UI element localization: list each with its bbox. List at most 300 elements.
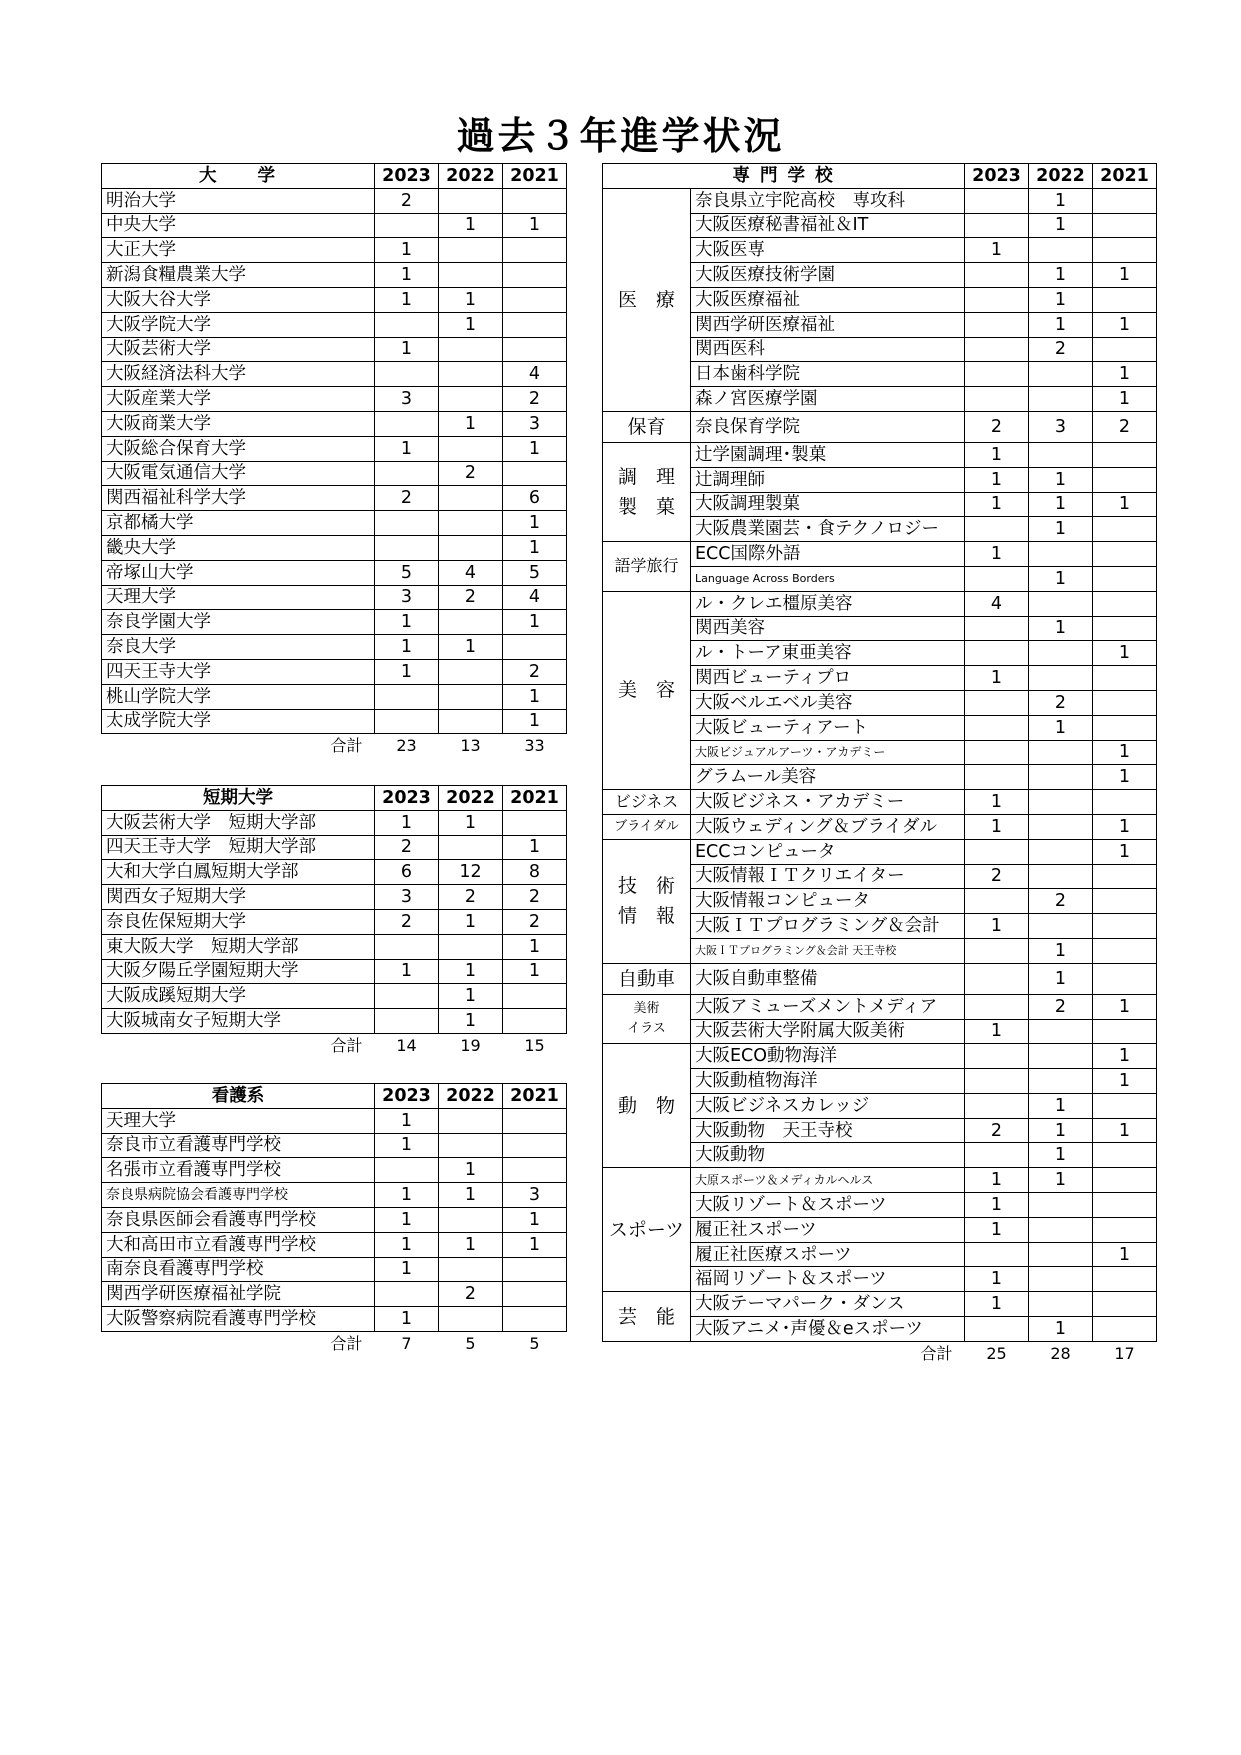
count-cell: 1 bbox=[1029, 467, 1093, 492]
count-cell bbox=[439, 486, 503, 511]
table-row bbox=[102, 585, 567, 610]
school-name: 履正社スポーツ bbox=[691, 1217, 965, 1242]
count-cell bbox=[503, 1158, 567, 1183]
school-name: 天理大学 bbox=[102, 1108, 375, 1133]
table-row bbox=[102, 1307, 567, 1332]
school-name: 畿央大学 bbox=[102, 535, 375, 560]
count-cell bbox=[503, 1108, 567, 1133]
count-cell: 3 bbox=[503, 411, 567, 436]
table-row bbox=[102, 436, 567, 461]
count-cell bbox=[1093, 690, 1157, 715]
count-cell bbox=[1093, 1168, 1157, 1193]
count-cell bbox=[439, 1307, 503, 1332]
count-cell bbox=[965, 690, 1029, 715]
count-cell: 1 bbox=[375, 810, 439, 835]
count-cell bbox=[375, 213, 439, 238]
count-cell bbox=[375, 709, 439, 734]
year-header: 2023 bbox=[375, 164, 439, 189]
university-header: 大 学 bbox=[102, 164, 375, 189]
count-cell bbox=[503, 263, 567, 288]
count-cell: 2 bbox=[1093, 411, 1157, 442]
school-name: 大阪芸術大学 短期大学部 bbox=[102, 810, 375, 835]
school-name: 大阪ベルエベル美容 bbox=[691, 690, 965, 715]
count-cell bbox=[1093, 889, 1157, 914]
count-cell bbox=[375, 684, 439, 709]
count-cell: 1 bbox=[439, 1183, 503, 1208]
count-cell: 2 bbox=[439, 1282, 503, 1307]
school-name: 辻学園調理･製菓 bbox=[691, 442, 965, 467]
table-row bbox=[603, 591, 1157, 616]
school-name: 大阪大谷大学 bbox=[102, 287, 375, 312]
count-cell: 4 bbox=[439, 560, 503, 585]
school-name: 大阪リゾート＆スポーツ bbox=[691, 1193, 965, 1218]
school-name: 大阪ビジネス・アカデミー bbox=[691, 790, 965, 815]
count-cell: 1 bbox=[1029, 517, 1093, 542]
count-cell bbox=[965, 839, 1029, 864]
count-cell: 1 bbox=[1093, 492, 1157, 517]
category-label: 技 術 情 報 bbox=[603, 839, 691, 963]
count-cell bbox=[965, 1317, 1029, 1342]
count-cell bbox=[503, 461, 567, 486]
count-cell: 1 bbox=[965, 1292, 1029, 1317]
category-label: 美術 イラス bbox=[603, 994, 691, 1044]
count-cell bbox=[503, 312, 567, 337]
table-row bbox=[102, 1009, 567, 1034]
count-cell: 1 bbox=[503, 934, 567, 959]
year-header: 2021 bbox=[503, 164, 567, 189]
year-header: 2021 bbox=[503, 1084, 567, 1109]
school-name: 大阪テーマパーク・ダンス bbox=[691, 1292, 965, 1317]
count-cell: 2 bbox=[503, 387, 567, 412]
count-cell: 1 bbox=[375, 1232, 439, 1257]
year-header: 2022 bbox=[439, 1084, 503, 1109]
count-cell: 4 bbox=[965, 591, 1029, 616]
total-value: 25 bbox=[986, 1343, 1007, 1363]
total-row bbox=[102, 734, 567, 758]
table-row bbox=[603, 790, 1157, 815]
school-name: 関西福祉科学大学 bbox=[102, 486, 375, 511]
category-label: ビジネス bbox=[603, 790, 691, 815]
table-row bbox=[102, 635, 567, 660]
school-name: ECC国際外語 bbox=[691, 542, 965, 567]
count-cell bbox=[1029, 814, 1093, 839]
count-cell bbox=[375, 461, 439, 486]
count-cell bbox=[965, 1242, 1029, 1267]
count-cell bbox=[1093, 666, 1157, 691]
count-cell: 2 bbox=[439, 585, 503, 610]
school-name: 大和高田市立看護専門学校 bbox=[102, 1232, 375, 1257]
count-cell: 5 bbox=[375, 560, 439, 585]
count-cell: 1 bbox=[439, 411, 503, 436]
table-row bbox=[102, 984, 567, 1009]
nursing-header-row bbox=[102, 1084, 567, 1109]
count-cell bbox=[965, 312, 1029, 337]
table-row bbox=[102, 1158, 567, 1183]
total-label: 合計 bbox=[330, 1333, 363, 1353]
table-row bbox=[102, 238, 567, 263]
count-cell bbox=[1093, 1292, 1157, 1317]
count-cell: 1 bbox=[375, 635, 439, 660]
table-row bbox=[102, 610, 567, 635]
count-cell bbox=[965, 213, 1029, 238]
count-cell bbox=[1093, 238, 1157, 263]
school-name: 大阪学院大学 bbox=[102, 312, 375, 337]
school-name: 奈良市立看護専門学校 bbox=[102, 1133, 375, 1158]
school-name: 大阪芸術大学 bbox=[102, 337, 375, 362]
count-cell bbox=[503, 1009, 567, 1034]
count-cell: 1 bbox=[1093, 312, 1157, 337]
school-name: 森ノ宮医療学園 bbox=[691, 387, 965, 412]
count-cell bbox=[1093, 442, 1157, 467]
count-cell: 1 bbox=[965, 1193, 1029, 1218]
school-name: 大阪医専 bbox=[691, 238, 965, 263]
count-cell: 2 bbox=[375, 486, 439, 511]
count-cell bbox=[965, 387, 1029, 412]
school-name: 四天王寺大学 短期大学部 bbox=[102, 835, 375, 860]
count-cell: 3 bbox=[375, 585, 439, 610]
table-row bbox=[102, 1133, 567, 1158]
count-cell: 2 bbox=[1029, 994, 1093, 1019]
school-name: 大阪ビューティアート bbox=[691, 715, 965, 740]
count-cell bbox=[1029, 1019, 1093, 1044]
table-row bbox=[603, 814, 1157, 839]
count-cell bbox=[965, 994, 1029, 1019]
count-cell bbox=[375, 1282, 439, 1307]
year-header: 2022 bbox=[1029, 164, 1093, 189]
count-cell bbox=[439, 362, 503, 387]
school-name: 大阪医療福祉 bbox=[691, 287, 965, 312]
count-cell: 1 bbox=[1029, 963, 1093, 994]
nursing-body bbox=[102, 1108, 567, 1355]
count-cell: 1 bbox=[965, 238, 1029, 263]
school-name: 大阪成蹊短期大学 bbox=[102, 984, 375, 1009]
count-cell bbox=[503, 810, 567, 835]
count-cell bbox=[1093, 790, 1157, 815]
count-cell: 1 bbox=[965, 1019, 1029, 1044]
school-name: 大阪警察病院看護専門学校 bbox=[102, 1307, 375, 1332]
count-cell bbox=[1093, 591, 1157, 616]
count-cell bbox=[1029, 238, 1093, 263]
count-cell bbox=[1093, 864, 1157, 889]
count-cell bbox=[965, 740, 1029, 765]
count-cell: 4 bbox=[503, 585, 567, 610]
count-cell bbox=[1029, 442, 1093, 467]
count-cell bbox=[439, 387, 503, 412]
junior-college-header: 短期大学 bbox=[102, 786, 375, 811]
count-cell bbox=[965, 889, 1029, 914]
school-name: ル・クレエ橿原美容 bbox=[691, 591, 965, 616]
count-cell: 8 bbox=[503, 860, 567, 885]
count-cell bbox=[1029, 591, 1093, 616]
vocational-header: 専 門 学 校 bbox=[603, 164, 965, 189]
count-cell: 1 bbox=[1093, 765, 1157, 790]
count-cell: 1 bbox=[375, 436, 439, 461]
table-row bbox=[102, 337, 567, 362]
total-row bbox=[102, 1033, 567, 1057]
school-name: ル・トーア東亜美容 bbox=[691, 641, 965, 666]
university-body bbox=[102, 188, 567, 758]
school-name: 大阪動物 bbox=[691, 1143, 965, 1168]
count-cell: 1 bbox=[439, 287, 503, 312]
count-cell bbox=[439, 1207, 503, 1232]
table-row bbox=[102, 535, 567, 560]
school-name: 新潟食糧農業大学 bbox=[102, 263, 375, 288]
count-cell: 1 bbox=[1029, 715, 1093, 740]
category-label: スポーツ bbox=[603, 1168, 691, 1292]
school-name: 大阪ウェディング＆ブライダル bbox=[691, 814, 965, 839]
count-cell bbox=[503, 1282, 567, 1307]
count-cell bbox=[965, 1069, 1029, 1094]
count-cell: 1 bbox=[375, 263, 439, 288]
count-cell: 1 bbox=[965, 492, 1029, 517]
table-row bbox=[102, 1183, 567, 1208]
category-label: 美 容 bbox=[603, 591, 691, 789]
count-cell bbox=[1029, 740, 1093, 765]
count-cell bbox=[1029, 1069, 1093, 1094]
count-cell bbox=[439, 934, 503, 959]
count-cell bbox=[1029, 914, 1093, 939]
count-cell bbox=[1029, 1292, 1093, 1317]
count-cell: 1 bbox=[375, 337, 439, 362]
school-name: 大阪ＩＴプログラミング＆会計 bbox=[691, 914, 965, 939]
count-cell bbox=[965, 765, 1029, 790]
count-cell: 1 bbox=[1093, 1044, 1157, 1069]
count-cell bbox=[439, 709, 503, 734]
category-label: 自動車 bbox=[603, 963, 691, 994]
year-header: 2023 bbox=[375, 1084, 439, 1109]
count-cell: 4 bbox=[503, 362, 567, 387]
year-header: 2022 bbox=[439, 786, 503, 811]
count-cell bbox=[1029, 1267, 1093, 1292]
category-label: ブライダル bbox=[603, 814, 691, 839]
table-row bbox=[603, 994, 1157, 1019]
total-value: 19 bbox=[460, 1035, 481, 1055]
table-row bbox=[102, 860, 567, 885]
count-cell: 6 bbox=[375, 860, 439, 885]
count-cell bbox=[503, 1257, 567, 1282]
count-cell bbox=[965, 287, 1029, 312]
count-cell bbox=[439, 188, 503, 213]
count-cell: 1 bbox=[1029, 492, 1093, 517]
count-cell bbox=[375, 1158, 439, 1183]
count-cell bbox=[439, 535, 503, 560]
year-header: 2021 bbox=[1093, 164, 1157, 189]
count-cell bbox=[375, 984, 439, 1009]
total-value: 5 bbox=[529, 1333, 540, 1353]
total-label: 合計 bbox=[330, 736, 363, 756]
count-cell bbox=[1093, 337, 1157, 362]
school-name: 奈良保育学院 bbox=[691, 411, 965, 442]
total-label: 合計 bbox=[920, 1343, 953, 1363]
count-cell bbox=[1093, 1093, 1157, 1118]
school-name: 大阪調理製菓 bbox=[691, 492, 965, 517]
count-cell: 2 bbox=[1029, 337, 1093, 362]
count-cell: 1 bbox=[439, 1232, 503, 1257]
school-name: 大阪産業大学 bbox=[102, 387, 375, 412]
count-cell: 1 bbox=[375, 1207, 439, 1232]
category-label: 語学旅行 bbox=[603, 542, 691, 592]
count-cell: 2 bbox=[1029, 690, 1093, 715]
count-cell bbox=[439, 835, 503, 860]
school-name: 福岡リゾート＆スポーツ bbox=[691, 1267, 965, 1292]
total-label: 合計 bbox=[330, 1035, 363, 1055]
count-cell: 1 bbox=[503, 684, 567, 709]
count-cell bbox=[1029, 387, 1093, 412]
count-cell bbox=[439, 610, 503, 635]
page-title: 過去３年進学状況 bbox=[456, 114, 785, 158]
count-cell: 1 bbox=[503, 959, 567, 984]
junior-college-body bbox=[102, 810, 567, 1057]
school-name: 大阪動物 天王寺校 bbox=[691, 1118, 965, 1143]
count-cell bbox=[1093, 1019, 1157, 1044]
count-cell bbox=[439, 684, 503, 709]
count-cell: 1 bbox=[1029, 312, 1093, 337]
table-row bbox=[102, 213, 567, 238]
count-cell bbox=[965, 1093, 1029, 1118]
school-name: 大阪自動車整備 bbox=[691, 963, 965, 994]
table-row bbox=[603, 188, 1157, 213]
count-cell bbox=[439, 1257, 503, 1282]
table-row bbox=[102, 411, 567, 436]
school-name: 帝塚山大学 bbox=[102, 560, 375, 585]
total-value: 7 bbox=[401, 1333, 412, 1353]
school-name: 大阪電気通信大学 bbox=[102, 461, 375, 486]
count-cell: 2 bbox=[965, 864, 1029, 889]
count-cell bbox=[965, 337, 1029, 362]
school-name: 奈良県立宇陀高校 専攻科 bbox=[691, 188, 965, 213]
count-cell: 1 bbox=[503, 709, 567, 734]
school-name: 大阪ＩＴプログラミング＆会計 天王寺校 bbox=[691, 938, 965, 963]
count-cell bbox=[965, 1044, 1029, 1069]
table-row bbox=[603, 839, 1157, 864]
school-name: 大阪医療技術学園 bbox=[691, 263, 965, 288]
school-name: 中央大学 bbox=[102, 213, 375, 238]
school-name: 桃山学院大学 bbox=[102, 684, 375, 709]
school-name: 関西医科 bbox=[691, 337, 965, 362]
count-cell bbox=[1093, 963, 1157, 994]
school-name: 大阪ビジネスカレッジ bbox=[691, 1093, 965, 1118]
count-cell: 1 bbox=[439, 1009, 503, 1034]
table-row bbox=[102, 959, 567, 984]
count-cell bbox=[1029, 1193, 1093, 1218]
count-cell: 1 bbox=[1093, 1069, 1157, 1094]
nursing-header: 看護系 bbox=[102, 1084, 375, 1109]
year-header: 2021 bbox=[503, 786, 567, 811]
count-cell bbox=[1093, 1217, 1157, 1242]
count-cell: 1 bbox=[503, 213, 567, 238]
table-row bbox=[102, 709, 567, 734]
count-cell: 3 bbox=[375, 387, 439, 412]
count-cell: 12 bbox=[439, 860, 503, 885]
school-name: 辻調理師 bbox=[691, 467, 965, 492]
table-row bbox=[102, 885, 567, 910]
table-row bbox=[102, 684, 567, 709]
count-cell: 1 bbox=[1029, 1317, 1093, 1342]
count-cell: 1 bbox=[503, 511, 567, 536]
count-cell: 1 bbox=[1093, 641, 1157, 666]
school-name: 南奈良看護専門学校 bbox=[102, 1257, 375, 1282]
count-cell bbox=[1093, 914, 1157, 939]
count-cell: 1 bbox=[503, 436, 567, 461]
count-cell: 1 bbox=[965, 914, 1029, 939]
school-name: 大阪経済法科大学 bbox=[102, 362, 375, 387]
count-cell bbox=[1029, 1044, 1093, 1069]
table-row bbox=[102, 461, 567, 486]
vocational-body bbox=[603, 188, 1157, 1365]
category-label: 医 療 bbox=[603, 188, 691, 411]
count-cell: 2 bbox=[503, 885, 567, 910]
count-cell bbox=[965, 517, 1029, 542]
count-cell bbox=[1029, 1217, 1093, 1242]
table-row bbox=[603, 411, 1157, 442]
school-name: 四天王寺大学 bbox=[102, 659, 375, 684]
count-cell: 1 bbox=[503, 1207, 567, 1232]
count-cell: 1 bbox=[965, 467, 1029, 492]
count-cell: 1 bbox=[1029, 213, 1093, 238]
count-cell bbox=[439, 436, 503, 461]
school-name: 大阪夕陽丘学園短期大学 bbox=[102, 959, 375, 984]
count-cell bbox=[439, 1108, 503, 1133]
count-cell: 1 bbox=[965, 1267, 1029, 1292]
count-cell: 1 bbox=[503, 610, 567, 635]
count-cell bbox=[439, 337, 503, 362]
school-name: 大阪アミューズメントメディア bbox=[691, 994, 965, 1019]
count-cell bbox=[503, 337, 567, 362]
count-cell bbox=[439, 659, 503, 684]
school-name: 奈良県病院協会看護専門学校 bbox=[102, 1183, 375, 1208]
count-cell bbox=[375, 411, 439, 436]
count-cell bbox=[503, 188, 567, 213]
school-name: 関西女子短期大学 bbox=[102, 885, 375, 910]
school-name: 大和大学白鳳短期大学部 bbox=[102, 860, 375, 885]
school-name: 奈良学園大学 bbox=[102, 610, 375, 635]
count-cell bbox=[1029, 790, 1093, 815]
school-name: 天理大学 bbox=[102, 585, 375, 610]
count-cell: 1 bbox=[1029, 1118, 1093, 1143]
vocational-header-row bbox=[603, 164, 1157, 189]
count-cell bbox=[1093, 188, 1157, 213]
count-cell bbox=[1093, 1317, 1157, 1342]
count-cell bbox=[439, 1133, 503, 1158]
count-cell: 1 bbox=[965, 666, 1029, 691]
count-cell bbox=[1093, 287, 1157, 312]
count-cell bbox=[375, 535, 439, 560]
school-name: 大阪農業園芸・食テクノロジー bbox=[691, 517, 965, 542]
count-cell bbox=[965, 715, 1029, 740]
total-value: 23 bbox=[396, 736, 417, 756]
school-name: グラムール美容 bbox=[691, 765, 965, 790]
school-name: 大阪ビジュアルアーツ・アカデミー bbox=[691, 740, 965, 765]
count-cell: 1 bbox=[1093, 814, 1157, 839]
count-cell bbox=[1029, 542, 1093, 567]
count-cell: 1 bbox=[375, 1108, 439, 1133]
count-cell: 1 bbox=[439, 635, 503, 660]
count-cell: 1 bbox=[1093, 994, 1157, 1019]
count-cell bbox=[375, 362, 439, 387]
count-cell bbox=[1029, 839, 1093, 864]
count-cell bbox=[1029, 666, 1093, 691]
table-row bbox=[102, 287, 567, 312]
school-name: 奈良佐保短期大学 bbox=[102, 909, 375, 934]
school-name: 大原スポーツ＆メディカルヘルス bbox=[691, 1168, 965, 1193]
school-name: 大阪芸術大学附属大阪美術 bbox=[691, 1019, 965, 1044]
count-cell: 2 bbox=[375, 909, 439, 934]
count-cell: 2 bbox=[439, 461, 503, 486]
count-cell: 1 bbox=[1093, 839, 1157, 864]
table-row bbox=[603, 442, 1157, 467]
school-name: 大阪総合保育大学 bbox=[102, 436, 375, 461]
university-header-row bbox=[102, 164, 567, 189]
